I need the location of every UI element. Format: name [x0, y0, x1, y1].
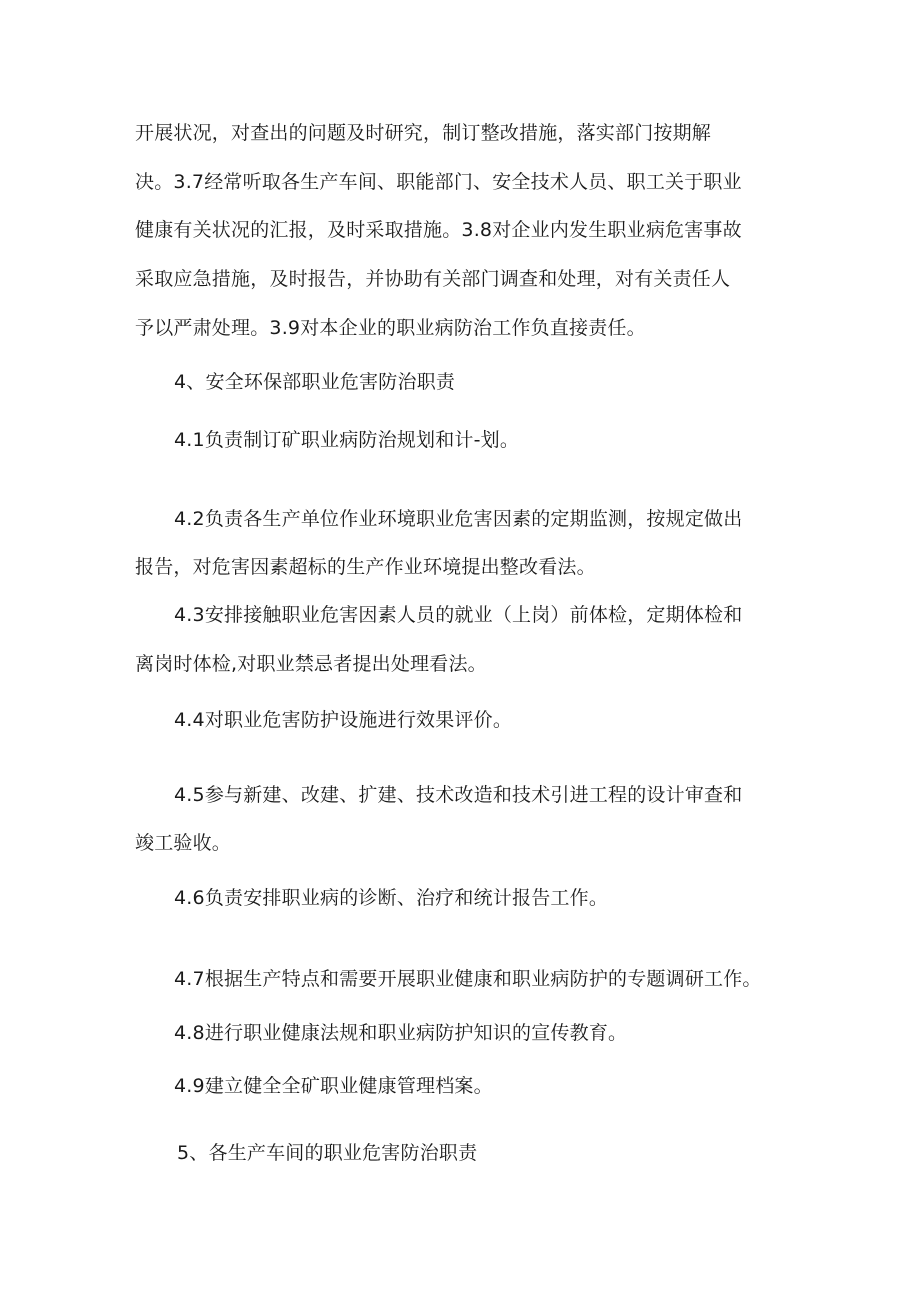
section-4-heading: 4、安全环保部职业危害防治职责 [174, 371, 456, 393]
item-4-4: 4.4对职业危害防护设施进行效果评价。 [174, 709, 513, 731]
item-4-5-line-1: 4.5参与新建、改建、扩建、技术改造和技术引进工程的设计审查和 [174, 784, 743, 806]
paragraph-line-1: 开展状况，对查出的问题及时研究，制订整改措施，落实部门按期解 [135, 122, 712, 144]
paragraph-line-3: 健康有关状况的汇报，及时采取措施。3.8对企业内发生职业病危害事故 [135, 219, 742, 241]
paragraph-line-5: 予以严肃处理。3.9对本企业的职业病防治工作负直接责任。 [135, 317, 646, 339]
item-4-2-line-1: 4.2负责各生产单位作业环境职业危害因素的定期监测，按规定做出 [174, 508, 743, 530]
item-4-9: 4.9建立健全全矿职业健康管理档案。 [174, 1075, 493, 1097]
item-4-5-line-2: 竣工验收。 [135, 832, 232, 854]
item-4-3-line-1: 4.3安排接触职业危害因素人员的就业（上岗）前体检，定期体检和 [174, 604, 743, 626]
item-4-7: 4.7根据生产特点和需要开展职业健康和职业病防护的专题调研工作。 [174, 968, 762, 990]
item-4-8: 4.8进行职业健康法规和职业病防护知识的宣传教育。 [174, 1022, 628, 1044]
item-4-3-line-2: 离岗时体检,对职业禁忌者提出处理看法。 [135, 653, 487, 675]
paragraph-line-4: 采取应急措施，及时报告，并协助有关部门调查和处理，对有关责任人 [135, 268, 731, 290]
section-5-heading: 5、各生产车间的职业危害防治职责 [177, 1142, 478, 1164]
item-4-1: 4.1负责制订矿职业病防治规划和计-划。 [174, 429, 520, 451]
item-4-6: 4.6负责安排职业病的诊断、治疗和统计报告工作。 [174, 887, 609, 909]
paragraph-line-2: 决。3.7经常听取各生产车间、职能部门、安全技术人员、职工关于职业 [135, 171, 742, 193]
item-4-2-line-2: 报告，对危害因素超标的生产作业环境提出整改看法。 [135, 556, 596, 578]
